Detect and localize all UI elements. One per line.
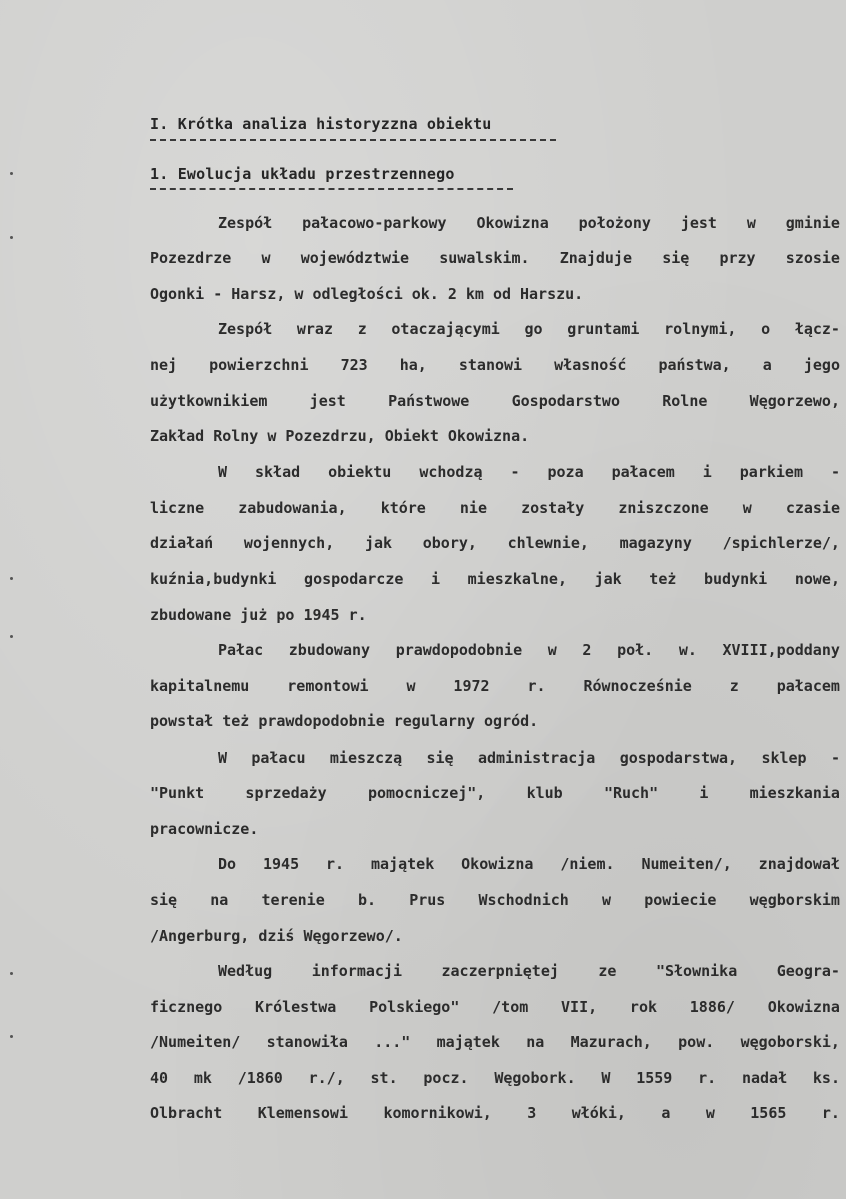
word: w [406, 677, 416, 695]
word: w [267, 427, 277, 445]
word: położony [578, 214, 651, 232]
word: jak [594, 570, 622, 588]
word: Rolny [213, 427, 259, 445]
word: się [150, 891, 178, 909]
word: z [357, 320, 367, 338]
word: parkiem [739, 463, 803, 481]
word: Harszu. [520, 285, 584, 303]
text-line [150, 311, 840, 347]
text-line [150, 276, 840, 312]
word: budynki [704, 570, 768, 588]
word: od [492, 285, 511, 303]
text-line [150, 240, 840, 276]
word: Gospodarstwo [511, 392, 620, 410]
word: terenie [261, 891, 325, 909]
word: b. [357, 891, 376, 909]
word: Węgobork. [494, 1069, 576, 1087]
word: zbudowane [150, 606, 232, 624]
text-line [150, 490, 840, 526]
word: przy [719, 249, 756, 267]
word: Numeiten/, [641, 855, 732, 873]
word: łącz- [794, 320, 840, 338]
word: pałacowo-parkowy [302, 214, 447, 232]
word: pałacem [776, 677, 840, 695]
word: w. [678, 641, 697, 659]
word: w [746, 214, 756, 232]
word: 2 [447, 285, 457, 303]
word: ok. [411, 285, 439, 303]
word: 1945 [262, 855, 300, 873]
word: 2 [582, 641, 592, 659]
word: 1559 [636, 1069, 673, 1087]
text-line [150, 418, 840, 454]
word: i [702, 463, 712, 481]
word: o [761, 320, 771, 338]
word: stanowiła [266, 1033, 348, 1051]
text-line [150, 1024, 840, 1060]
word: zaczerpniętej [441, 962, 559, 980]
word: użytkownikiem [150, 392, 268, 410]
word: w [705, 1104, 715, 1122]
word: nadał [741, 1069, 788, 1087]
word: Równocześnie [583, 677, 692, 695]
word: 1945 [303, 606, 340, 624]
word: "Ruch" [603, 784, 659, 802]
word: 1565 [750, 1104, 787, 1122]
word: odległości [312, 285, 403, 303]
margin-mark [10, 577, 13, 580]
text-line [150, 740, 840, 776]
word: jest [309, 392, 346, 410]
word: W [218, 463, 228, 481]
word: obory, [422, 534, 477, 552]
word: też [649, 570, 677, 588]
word: w [742, 499, 752, 517]
word: liczne [150, 499, 205, 517]
word: Wschodnich [478, 891, 569, 909]
word: 1886/ [689, 998, 735, 1016]
word: nowe, [794, 570, 840, 588]
word: mieszkania [749, 784, 840, 802]
word: "Punkt [150, 784, 205, 802]
word: Pozezdrzu, [285, 427, 376, 445]
word: już [240, 606, 268, 624]
word: skład [255, 463, 301, 481]
word: obiektu [328, 463, 392, 481]
word: Rolne [662, 392, 708, 410]
word: nie [459, 499, 487, 517]
text-line [150, 1095, 840, 1131]
word: ks. [812, 1069, 840, 1087]
text-line [150, 1060, 840, 1096]
word: /spichlerze/, [722, 534, 840, 552]
word: zniszczone [618, 499, 709, 517]
word: gospodarcze [304, 570, 404, 588]
word: ficznego [150, 998, 223, 1016]
word: nej [150, 356, 178, 374]
word: Mazurach, [570, 1033, 652, 1051]
word: Znajduje [559, 249, 632, 267]
word: - [213, 285, 223, 303]
word: po [276, 606, 295, 624]
text-line [150, 846, 840, 882]
text-line [150, 918, 840, 954]
word: /Angerburg, [150, 927, 250, 945]
word: 723 [340, 356, 368, 374]
word: sklep [761, 749, 807, 767]
word: własność [554, 356, 627, 374]
word: z [729, 677, 739, 695]
word: st. [370, 1069, 398, 1087]
word: też [222, 712, 250, 730]
word: które [380, 499, 426, 517]
word: wchodzą [419, 463, 483, 481]
text-line [150, 597, 840, 633]
text-line [150, 703, 840, 739]
word: wraz [296, 320, 333, 338]
word: Okowizna [461, 855, 534, 873]
word: poza [547, 463, 584, 481]
word: ze [598, 962, 617, 980]
word: się [662, 249, 690, 267]
word: - [830, 749, 840, 767]
text-line [150, 347, 840, 383]
word: a [762, 356, 772, 374]
word: pocz. [423, 1069, 469, 1087]
word: /niem. [560, 855, 615, 873]
text-line [150, 454, 840, 490]
word: Okowizna [476, 214, 549, 232]
word: kuźnia,budynki [150, 570, 277, 588]
word: zostały [521, 499, 585, 517]
word: Państwowe [388, 392, 470, 410]
word: - [510, 463, 520, 481]
margin-mark [10, 1035, 13, 1038]
word: suwalskim. [439, 249, 530, 267]
word: gruntami [567, 320, 640, 338]
text-line [150, 882, 840, 918]
margin-mark [10, 972, 13, 975]
word: powstał [150, 712, 214, 730]
word: ha, [399, 356, 427, 374]
word: czasie [785, 499, 840, 517]
word: w [602, 891, 612, 909]
word: r. [821, 1104, 840, 1122]
word: km [465, 285, 484, 303]
text-line [150, 632, 840, 668]
word: Pałac [218, 641, 264, 659]
word: Węgorzewo, [749, 392, 840, 410]
margin-mark [10, 172, 13, 175]
text-line [150, 953, 840, 989]
word: państwa, [658, 356, 731, 374]
word: jest [680, 214, 717, 232]
margin-mark [10, 635, 13, 638]
word: Królestwa [255, 998, 337, 1016]
word: Zespół [218, 320, 273, 338]
word: r. [326, 855, 345, 873]
word: Zakład [150, 427, 205, 445]
word: W [601, 1069, 611, 1087]
text-line [150, 989, 840, 1025]
word: włóki, [571, 1104, 626, 1122]
word: gospodarstwa, [619, 749, 738, 767]
word: i [699, 784, 709, 802]
text-line [150, 383, 840, 419]
text-line [150, 775, 840, 811]
word: pałacem [611, 463, 675, 481]
word: 40 [150, 1069, 169, 1087]
word: Prus [409, 891, 446, 909]
word: a [661, 1104, 671, 1122]
word: rok [629, 998, 658, 1016]
word: /tom [492, 998, 529, 1016]
word: Ogonki [150, 285, 205, 303]
word: go [524, 320, 543, 338]
word: szosie [785, 249, 840, 267]
word: ..." [374, 1033, 411, 1051]
word: Pozezdrze [150, 249, 232, 267]
word: jak [364, 534, 393, 552]
word: chlewnie, [507, 534, 589, 552]
word: informacji [311, 962, 402, 980]
text-line [150, 561, 840, 597]
subsection-heading-underline [150, 188, 513, 190]
word: pow. [678, 1033, 715, 1051]
word: r. [348, 606, 367, 624]
word: Klemensowi [257, 1104, 348, 1122]
word: prawdopodobnie [395, 641, 523, 659]
word: rolnymi, [664, 320, 737, 338]
word: "Słownika [655, 962, 738, 980]
word: /Numeiten/ [150, 1033, 241, 1051]
word: Olbracht [150, 1104, 223, 1122]
word: zabudowania, [238, 499, 347, 517]
margin-mark [10, 236, 13, 239]
word: działań [150, 534, 214, 552]
word: administracja [477, 749, 596, 767]
word: sprzedaży [245, 784, 327, 802]
word: znajdował [758, 855, 840, 873]
word: dziś [258, 927, 295, 945]
word: jego [803, 356, 840, 374]
word: Zespół [218, 214, 273, 232]
word: mieszczą [329, 749, 403, 767]
word: pomocniczej", [367, 784, 486, 802]
word: W [218, 749, 228, 767]
text-line [150, 668, 840, 704]
word: VII, [561, 998, 598, 1016]
word: w [294, 285, 304, 303]
word: na [526, 1033, 545, 1051]
word: powierzchni [209, 356, 309, 374]
word: stanowi [458, 356, 523, 374]
word: węgoborski, [740, 1033, 840, 1051]
word: Obiekt [384, 427, 439, 445]
word: mk [193, 1069, 212, 1087]
text-line [150, 205, 840, 241]
word: w [261, 249, 271, 267]
word: poł. [617, 641, 654, 659]
word: Do [218, 855, 237, 873]
text-line [150, 525, 840, 561]
word: 1972 [453, 677, 490, 695]
word: powiecie [644, 891, 717, 909]
word: - [830, 463, 840, 481]
section-heading-underline [150, 139, 556, 141]
word: r. [698, 1069, 717, 1087]
word: i [431, 570, 441, 588]
word: się [426, 749, 454, 767]
word: zbudowany [288, 641, 371, 659]
section-heading: I. Krótka analiza historyzzna obiektu [150, 115, 492, 133]
word: XVIII,poddany [722, 641, 840, 659]
word: komornikowi, [383, 1104, 492, 1122]
word: pałacu [251, 749, 306, 767]
word: Według [218, 962, 273, 980]
word: majątek [371, 855, 435, 873]
word: kapitalnemu [150, 677, 250, 695]
word: gminie [785, 214, 840, 232]
subsection-heading: 1. Ewolucja układu przestrzennego [150, 165, 455, 183]
word: wojennych, [243, 534, 335, 552]
word: klub [526, 784, 563, 802]
word: otaczającymi [391, 320, 500, 338]
word: na [210, 891, 229, 909]
word: Polskiego" [369, 998, 460, 1016]
word: województwie [300, 249, 410, 267]
word: remontowi [287, 677, 369, 695]
word: regularny [393, 712, 476, 730]
word: mieszkalne, [467, 570, 567, 588]
text-line [150, 811, 840, 847]
word: Okowizna [767, 998, 840, 1016]
word: Okowizna. [447, 427, 530, 445]
word: magazyny [619, 534, 692, 552]
word: Geogra- [776, 962, 840, 980]
word: r. [527, 677, 546, 695]
word: Harsz, [231, 285, 286, 303]
word: węgborskim [749, 891, 840, 909]
word: Węgorzewo/. [303, 927, 403, 945]
word: w [547, 641, 557, 659]
word: 3 [527, 1104, 537, 1122]
word: pracownicze. [150, 820, 259, 838]
word: ogród. [484, 712, 539, 730]
word: r./, [308, 1069, 345, 1087]
word: /1860 [237, 1069, 283, 1087]
word: majątek [436, 1033, 500, 1051]
word: prawdopodobnie [258, 712, 385, 730]
